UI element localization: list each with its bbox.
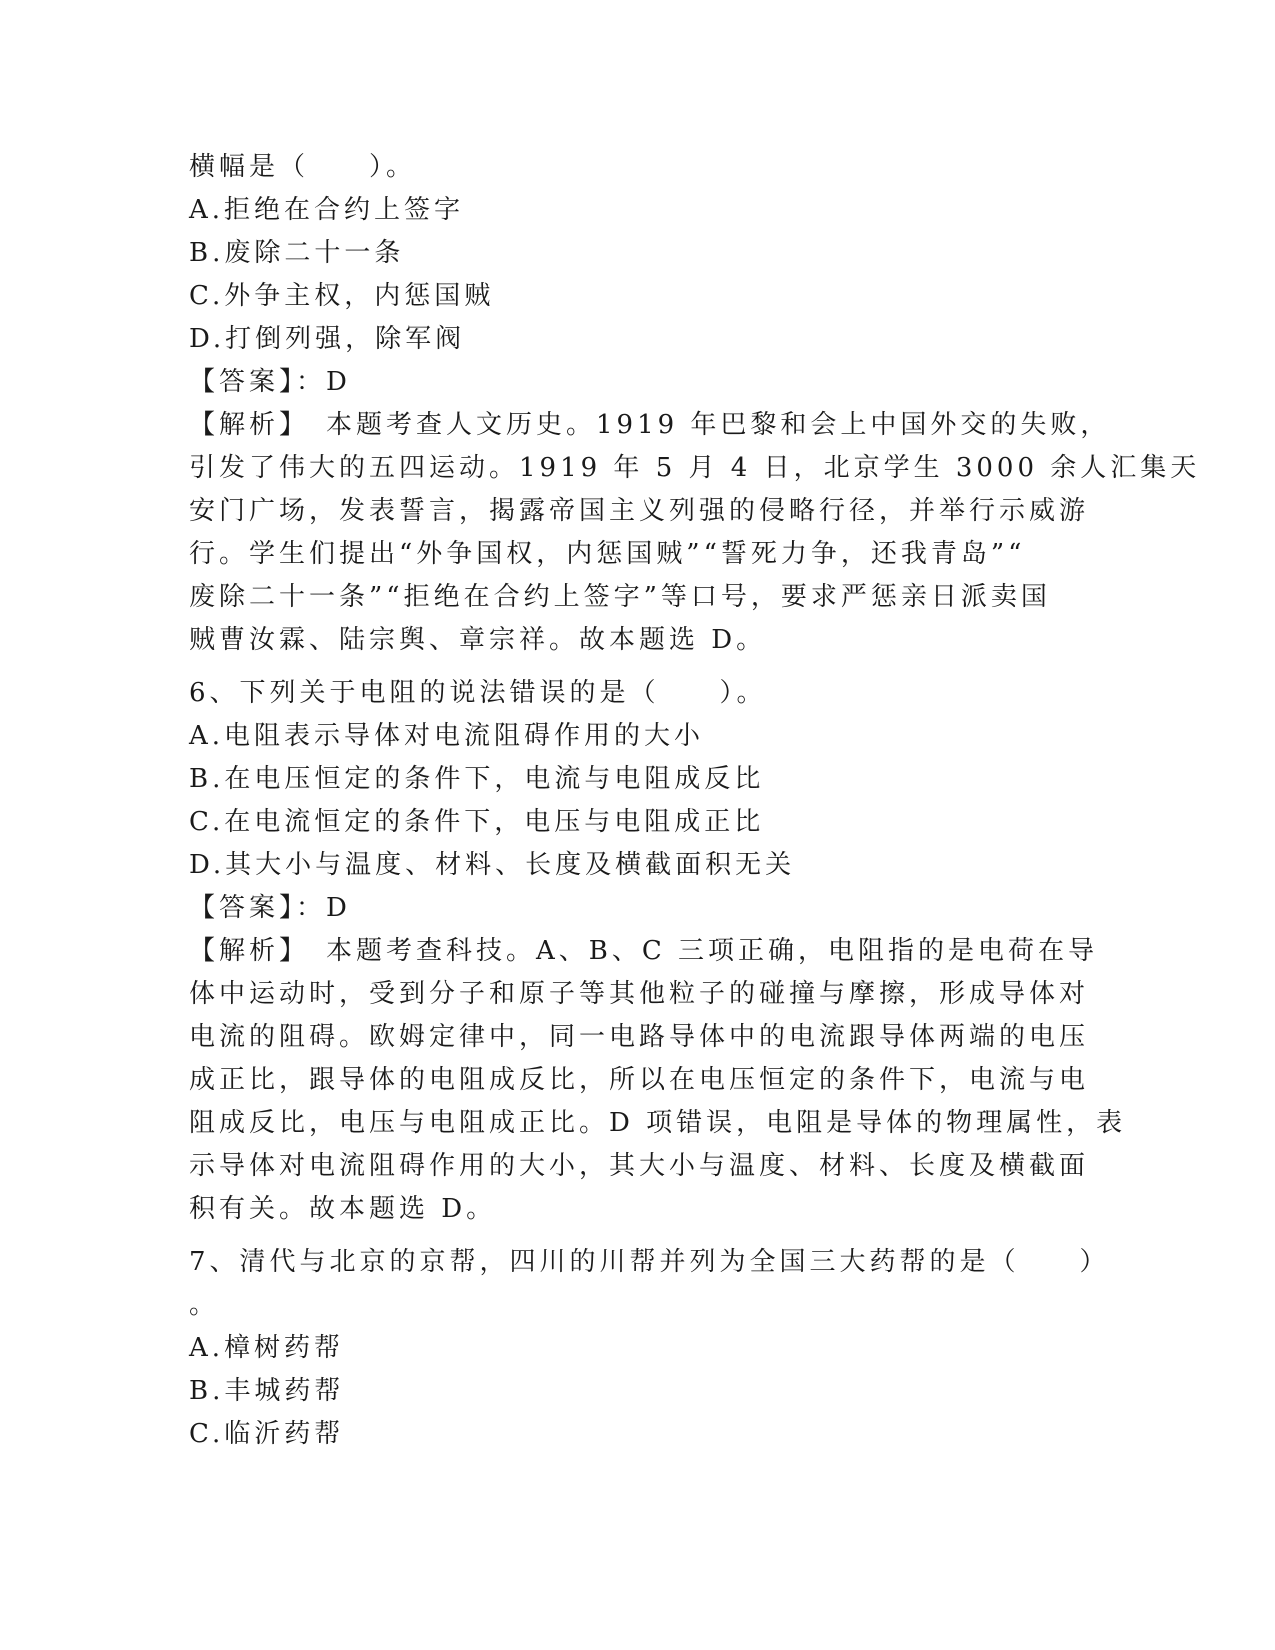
analysis-line: 【解析】 本题考查人文历史。1919 年巴黎和会上中国外交的失败，: [189, 410, 1111, 440]
analysis-line: 阻成反比，电压与电阻成正比。D 项错误，电阻是导体的物理属性，表: [189, 1108, 1127, 1138]
analysis-block: [189, 930, 1127, 1231]
question-stem-continued: 。: [189, 1290, 220, 1320]
answer-line: 【答案】：D: [189, 893, 351, 923]
question-stem: 7、清代与北京的京帮，四川的川帮并列为全国三大药帮的是（ ）: [189, 1247, 1110, 1277]
analysis-line: 电流的阻碍。欧姆定律中，同一电路导体中的电流跟导体两端的电压: [189, 1022, 1090, 1052]
analysis-line: 成正比，跟导体的电阻成反比，所以在电压恒定的条件下，电流与电: [189, 1065, 1090, 1095]
question-stem: 横幅是（ ）。: [189, 152, 417, 182]
document-page: [189, 146, 1201, 1456]
option-b: B.在电压恒定的条件下，电流与电阻成反比: [189, 764, 765, 794]
question-7: [189, 1241, 1110, 1456]
spacer: [189, 1231, 1089, 1241]
option-b: B.丰城药帮: [189, 1376, 345, 1406]
analysis-line: 【解析】 本题考查科技。A、B、C 三项正确，电阻指的是电荷在导: [189, 936, 1099, 966]
option-a: A.拒绝在合约上签字: [189, 195, 465, 225]
option-c: C.外争主权，内惩国贼: [189, 281, 495, 311]
analysis-line: 行。学生们提出“外争国权，内惩国贼”“誓死力争，还我青岛”“: [189, 539, 1026, 569]
option-c: C.在电流恒定的条件下，电压与电阻成正比: [189, 807, 765, 837]
analysis-line: 积有关。故本题选 D。: [189, 1194, 497, 1224]
option-d: D.打倒列强，除军阀: [189, 324, 466, 354]
analysis-line: 示导体对电流阻碍作用的大小，其大小与温度、材料、长度及横截面: [189, 1151, 1090, 1181]
analysis-line: 安门广场，发表誓言，揭露帝国主义列强的侵略行径，并举行示威游: [189, 496, 1090, 526]
option-b: B.废除二十一条: [189, 238, 405, 268]
analysis-line: 废除二十一条”“拒绝在合约上签字”等口号，要求严惩亲日派卖国: [189, 582, 1051, 612]
option-a: A.樟树药帮: [189, 1333, 345, 1363]
question-6: [189, 672, 1127, 1231]
answer-line: 【答案】：D: [189, 367, 351, 397]
analysis-line: 引发了伟大的五四运动。1919 年 5 月 4 日，北京学生 3000 余人汇集天: [189, 453, 1201, 483]
option-c: C.临沂药帮: [189, 1419, 345, 1449]
question-stem: 6、下列关于电阻的说法错误的是（ ）。: [189, 678, 767, 708]
analysis-line: 体中运动时，受到分子和原子等其他粒子的碰撞与摩擦，形成导体对: [189, 979, 1090, 1009]
analysis-block: [189, 404, 1201, 662]
option-a: A.电阻表示导体对电流阻碍作用的大小: [189, 721, 705, 751]
question-5: [189, 146, 1201, 662]
spacer: [189, 662, 1089, 672]
option-d: D.其大小与温度、材料、长度及横截面积无关: [189, 850, 796, 880]
analysis-line: 贼曹汝霖、陆宗舆、章宗祥。故本题选 D。: [189, 625, 767, 655]
